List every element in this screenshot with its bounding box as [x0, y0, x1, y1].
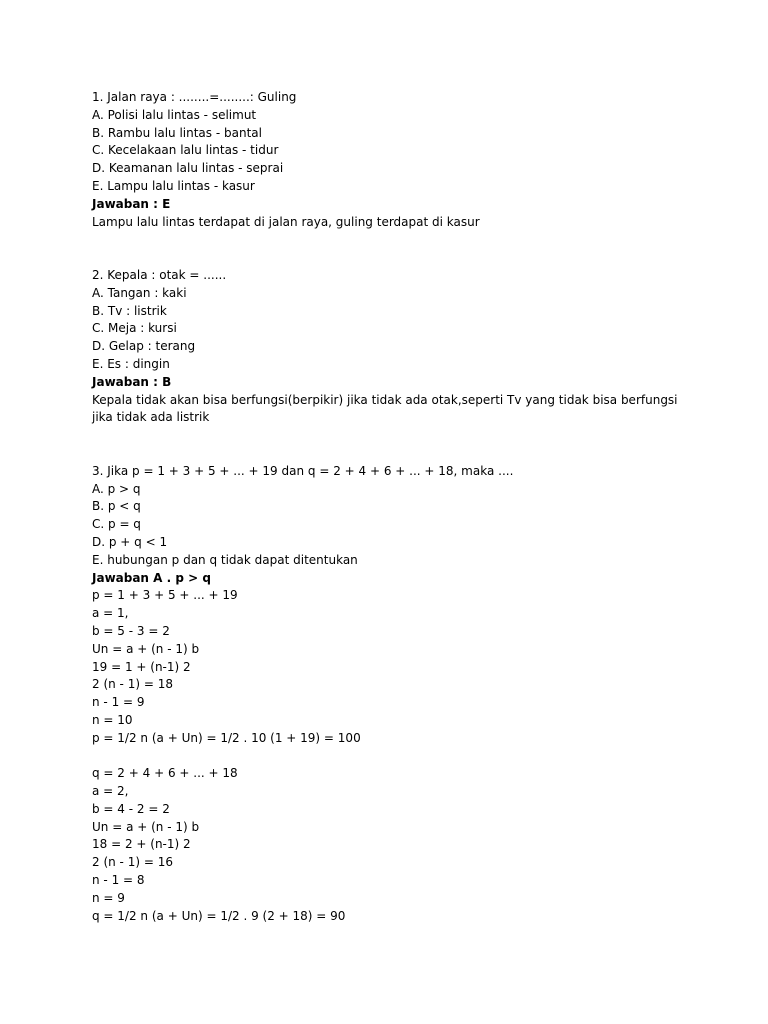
question-2-explanation: Kepala tidak akan bisa berfungsi(berpikir) jika tidak ada otak,seperti Tv yang tidak bisa berfungsi jika tidak ada listrik: [92, 392, 682, 425]
question-3-answer: Jawaban A . p > q: [92, 570, 211, 585]
work-line: 19 = 1 + (n-1) 2: [92, 659, 191, 674]
work-line: Un = a + (n - 1) b: [92, 819, 200, 834]
work-line: p = 1 + 3 + 5 + ... + 19: [92, 588, 238, 603]
question-3-option-c: C. p = q: [92, 517, 141, 532]
work-line: n = 10: [92, 712, 133, 727]
work-line: n = 9: [92, 890, 125, 905]
question-1-option-d: D. Keamanan lalu lintas - seprai: [92, 161, 284, 176]
question-3-option-a: A. p > q: [92, 481, 141, 496]
work-line: 2 (n - 1) = 18: [92, 677, 173, 692]
question-1-explanation: Lampu lalu lintas terdapat di jalan raya, guling terdapat di kasur: [92, 214, 480, 229]
work-line: n - 1 = 8: [92, 873, 145, 888]
work-line: b = 4 - 2 = 2: [92, 801, 170, 816]
work-q: [92, 765, 692, 925]
question-2-text: 2. Kepala : otak = ......: [92, 267, 227, 282]
question-3-option-e: E. hubungan p dan q tidak dapat ditentukan: [92, 552, 358, 567]
question-2: [92, 267, 692, 427]
question-2-answer: Jawaban : B: [92, 374, 172, 389]
question-2-option-c: C. Meja : kursi: [92, 321, 177, 336]
question-1-option-e: E. Lampu lalu lintas - kasur: [92, 178, 255, 193]
work-line: b = 5 - 3 = 2: [92, 623, 170, 638]
question-1-option-c: C. Kecelakaan lalu lintas - tidur: [92, 143, 279, 158]
question-3-text: 3. Jika p = 1 + 3 + 5 + ... + 19 dan q = 2 + 4 + 6 + ... + 18, maka ....: [92, 463, 514, 478]
question-1-option-b: B. Rambu lalu lintas - bantal: [92, 125, 262, 140]
question-2-option-d: D. Gelap : terang: [92, 339, 196, 354]
spacer: [92, 427, 692, 463]
work-line: Un = a + (n - 1) b: [92, 641, 200, 656]
work-line: n - 1 = 9: [92, 695, 145, 710]
work-line: a = 1,: [92, 606, 129, 621]
work-p: [92, 587, 692, 747]
question-2-option-e: E. Es : dingin: [92, 356, 170, 371]
question-3: [92, 463, 692, 926]
question-3-option-b: B. p < q: [92, 499, 141, 514]
question-1-text: 1. Jalan raya : ........=........: Guling: [92, 90, 297, 104]
question-3-option-d: D. p + q < 1: [92, 534, 168, 549]
question-1-answer: Jawaban : E: [92, 196, 171, 211]
spacer: [92, 747, 692, 765]
question-2-option-a: A. Tangan : kaki: [92, 285, 187, 300]
work-line: q = 1/2 n (a + Un) = 1/2 . 9 (2 + 18) = 90: [92, 908, 346, 923]
question-1-option-a: A. Polisi lalu lintas - selimut: [92, 107, 257, 122]
work-line: q = 2 + 4 + 6 + ... + 18: [92, 766, 238, 781]
work-line: 2 (n - 1) = 16: [92, 855, 173, 870]
spacer: [92, 231, 692, 267]
question-1: [92, 89, 692, 231]
work-line: 18 = 2 + (n-1) 2: [92, 837, 191, 852]
question-2-option-b: B. Tv : listrik: [92, 303, 167, 318]
work-line: a = 2,: [92, 784, 129, 799]
document-body: [92, 89, 692, 925]
work-line: p = 1/2 n (a + Un) = 1/2 . 10 (1 + 19) = 100: [92, 730, 361, 745]
